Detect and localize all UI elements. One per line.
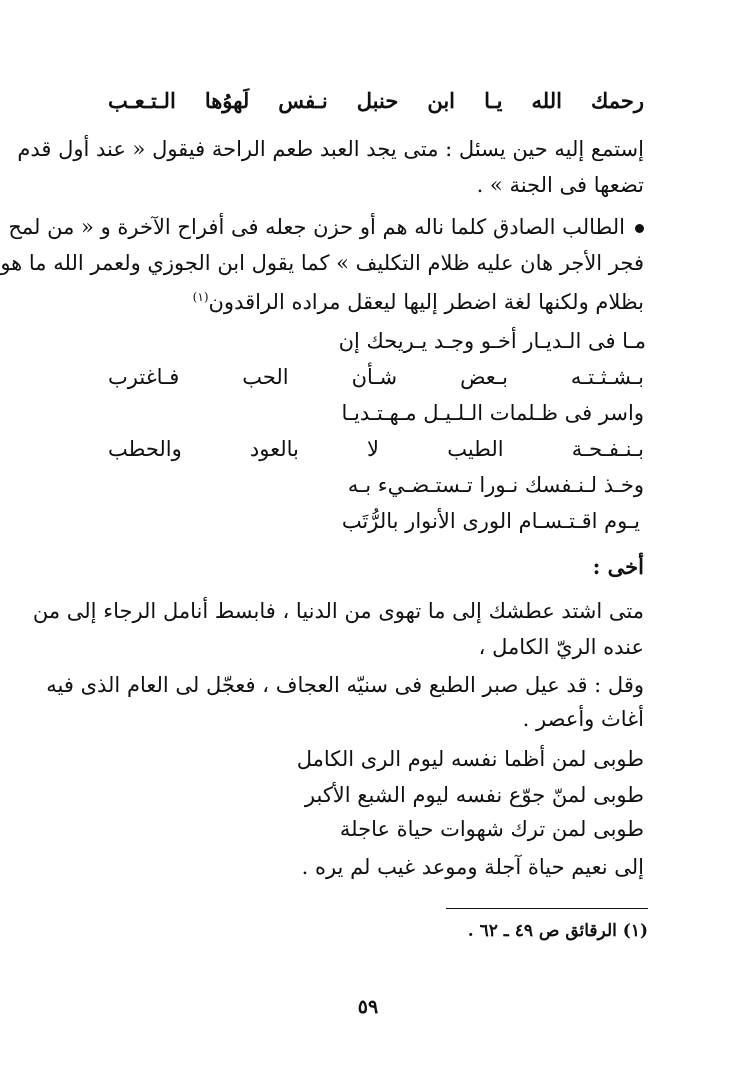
paragraph-line-2: تضعها فى الجنة » . (476, 173, 644, 197)
poem-line-5: وخـذ لـنـفسك نـورا تـستـضـيء بـه (347, 473, 644, 497)
poem-line-3: واسر فى ظـلمات الـلـيـل مـهـتـديـا (341, 401, 644, 425)
bullet-paragraph-line-3 (193, 282, 644, 317)
paragraph2-line-1: متى اشتد عطشك إلى ما تهوى من الدنيا ، فابسط أنامل الرجاء إلى من (32, 599, 644, 623)
footnote-text: (١) الرقائق ص ٤٩ ـ ٦٢ . (467, 921, 648, 941)
tuba-line-4: إلى نعيم حياة آجلة وموعد غيب لم يره . (301, 855, 644, 879)
tuba-line-1: طوبى لمن أظما نفسه ليوم الرى الكامل (296, 747, 644, 771)
verse-line-1: رحمك الله يـا ابن حنبل نـفس لَهوُها الـتـعـب (108, 88, 644, 113)
paragraph3-line-1: وقل : قد عيل صبر الطبع فى سنيّه العجاف ، فعجّل لى العام الذى فيه (46, 673, 644, 697)
paragraph2-line-2: عنده الريّ الكامل ، (478, 635, 644, 659)
bullet-icon (635, 224, 644, 233)
bullet-paragraph-line-1 (8, 212, 644, 242)
poem-line-1: مـا فى الـديـار أخـو وجـد يـريحك إن (338, 329, 646, 353)
bullet-paragraph-line-2: فجر الأجر هان عليه ظلام التكليف » كما يقول ابن الجوزي ولعمر الله ما هو (0, 251, 644, 275)
poem-line-6: يـوم اقـتـسـام الورى الأنوار بالرُّتَب (341, 509, 640, 533)
bullet-paragraph-text: الطالب الصادق كلما ناله هم أو حزن جعله فى أفراح الآخرة و « من لمح (8, 215, 625, 239)
paragraph-line-1: إستمع إليه حين يسئل : متى يجد العبد طعم الراحة فيقول « عند أول قدم (17, 137, 644, 161)
footnote-marker: (١) (192, 290, 209, 304)
poem-line-4: بـنـفـحـة الطيب لا بالعود والحطب (108, 437, 644, 461)
tuba-line-3: طوبى لمن ترك شهوات حياة عاجلة (339, 817, 644, 841)
poem-line-2: بـشـثـتـه بـعض شـأن الحب فـاغترب (108, 365, 644, 389)
paragraph3-line-2: أغاث وأعصر . (522, 707, 644, 731)
page-number: ٥٩ (357, 996, 379, 1018)
tuba-line-2: طوبى لمنّ جوّع نفسه ليوم الشبع الأكبر (304, 783, 644, 807)
footnote-divider (446, 908, 648, 909)
bullet-paragraph-text-end: بظلام ولكنها لغة اضطر إليها ليعقل مراده الراقدون (208, 290, 644, 314)
section-heading: أخى : (592, 554, 644, 579)
